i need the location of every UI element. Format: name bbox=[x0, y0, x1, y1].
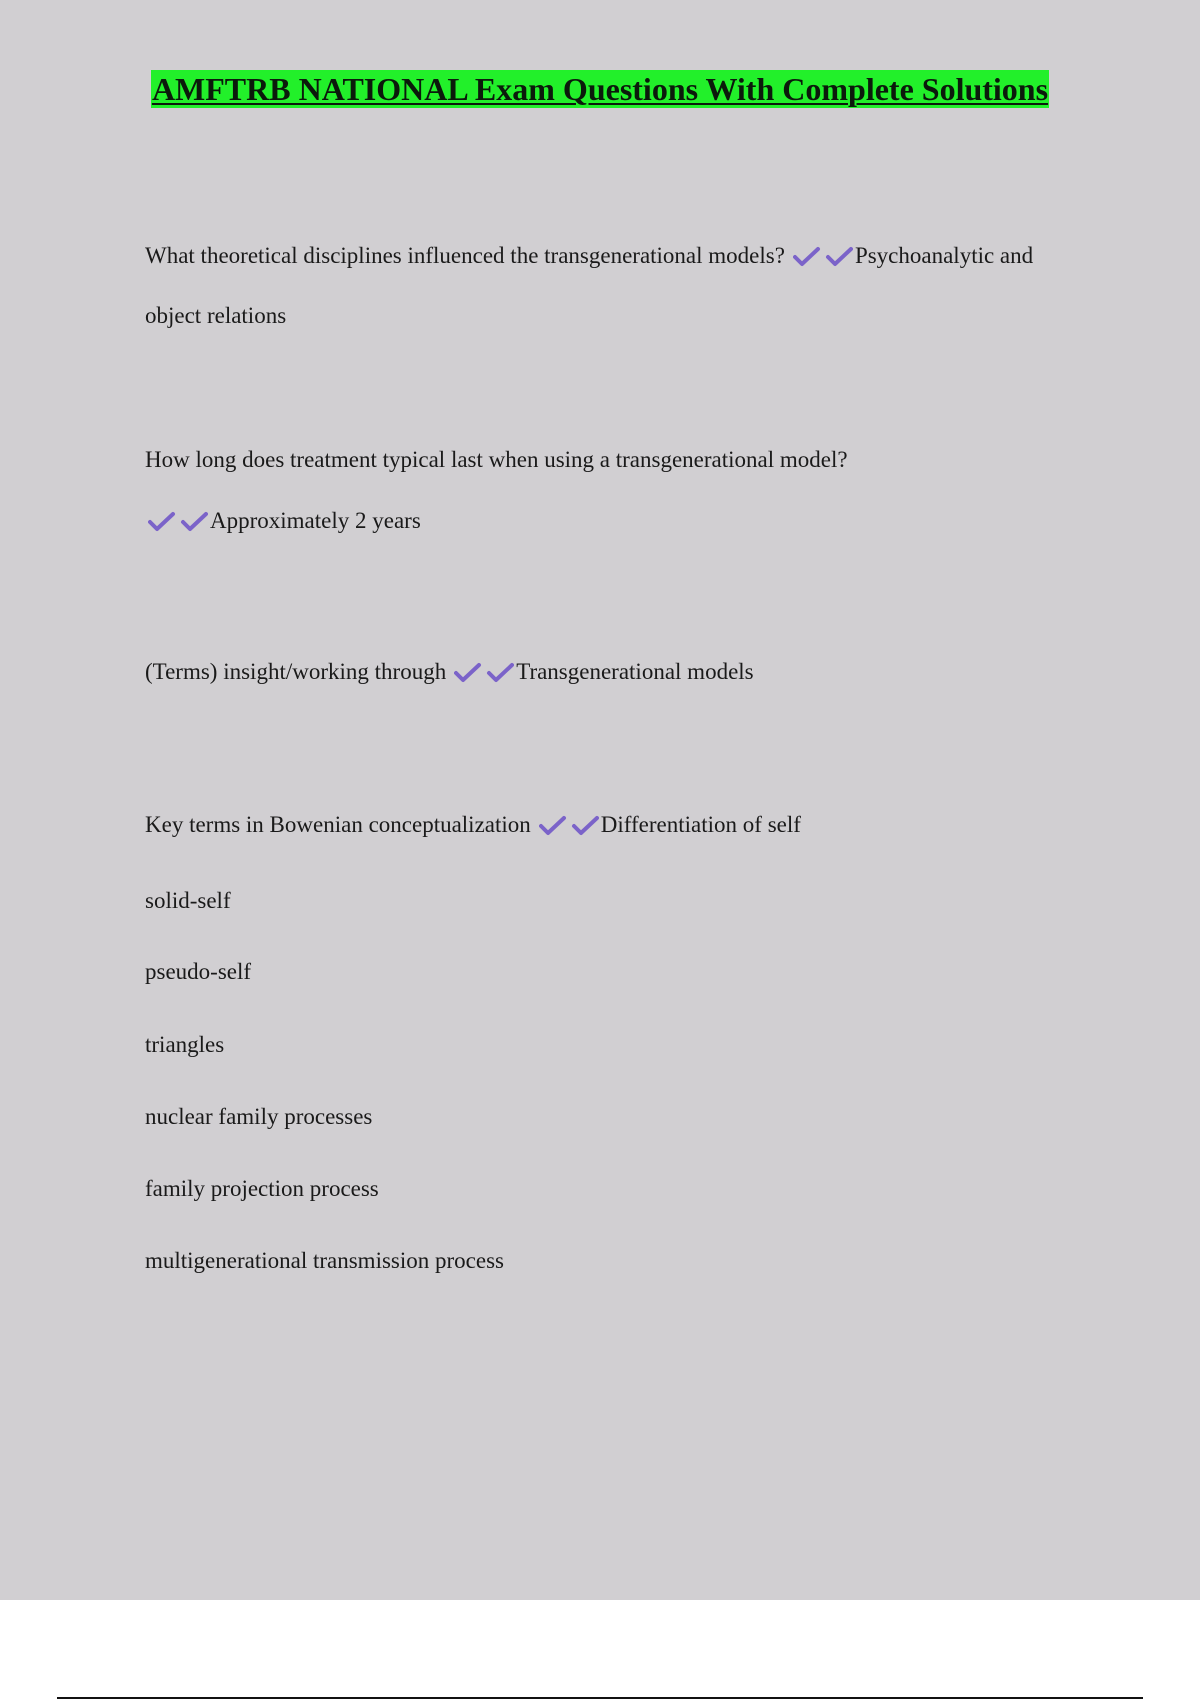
qa-item-1-line-2 bbox=[145, 302, 1085, 330]
answer-1-part-1: Psychoanalytic and bbox=[854, 243, 1034, 268]
answer-4-term-1: Differentiation of self bbox=[600, 812, 801, 837]
answer-4-term-4: triangles bbox=[145, 1032, 225, 1057]
question-1: What theoretical disciplines influenced the transgenerational models? bbox=[145, 243, 785, 268]
answer-3: Transgenerational models bbox=[516, 659, 754, 684]
page-divider bbox=[57, 1697, 1143, 1699]
double-check-icon bbox=[148, 510, 208, 539]
qa-item-1-line-1 bbox=[145, 242, 1085, 274]
question-2: How long does treatment typical last when using a transgenerational model? bbox=[145, 447, 848, 472]
title-block bbox=[0, 70, 1200, 108]
answer-4-term-6: family projection process bbox=[145, 1176, 379, 1201]
document-title: AMFTRB NATIONAL Exam Questions With Complete Solutions bbox=[151, 71, 1049, 107]
qa-item-2-line-1 bbox=[145, 446, 1085, 474]
question-4: Key terms in Bowenian conceptualization bbox=[145, 812, 531, 837]
answer-2: Approximately 2 years bbox=[210, 508, 421, 533]
qa-item-2-line-2 bbox=[145, 507, 1085, 539]
double-check-icon bbox=[454, 661, 514, 690]
answer-4-term-5: nuclear family processes bbox=[145, 1104, 373, 1129]
answer-1-part-2: object relations bbox=[145, 303, 287, 328]
answer-4-term-7: multigenerational transmission process bbox=[145, 1248, 504, 1273]
double-check-icon bbox=[539, 814, 599, 843]
answer-4-term-3: pseudo-self bbox=[145, 959, 252, 984]
qa-item-3-line-1 bbox=[145, 658, 1085, 690]
question-3: (Terms) insight/working through bbox=[145, 659, 447, 684]
answer-4-term-2: solid-self bbox=[145, 888, 231, 913]
double-check-icon bbox=[793, 245, 853, 274]
qa-item-4-line-1 bbox=[145, 811, 1085, 843]
